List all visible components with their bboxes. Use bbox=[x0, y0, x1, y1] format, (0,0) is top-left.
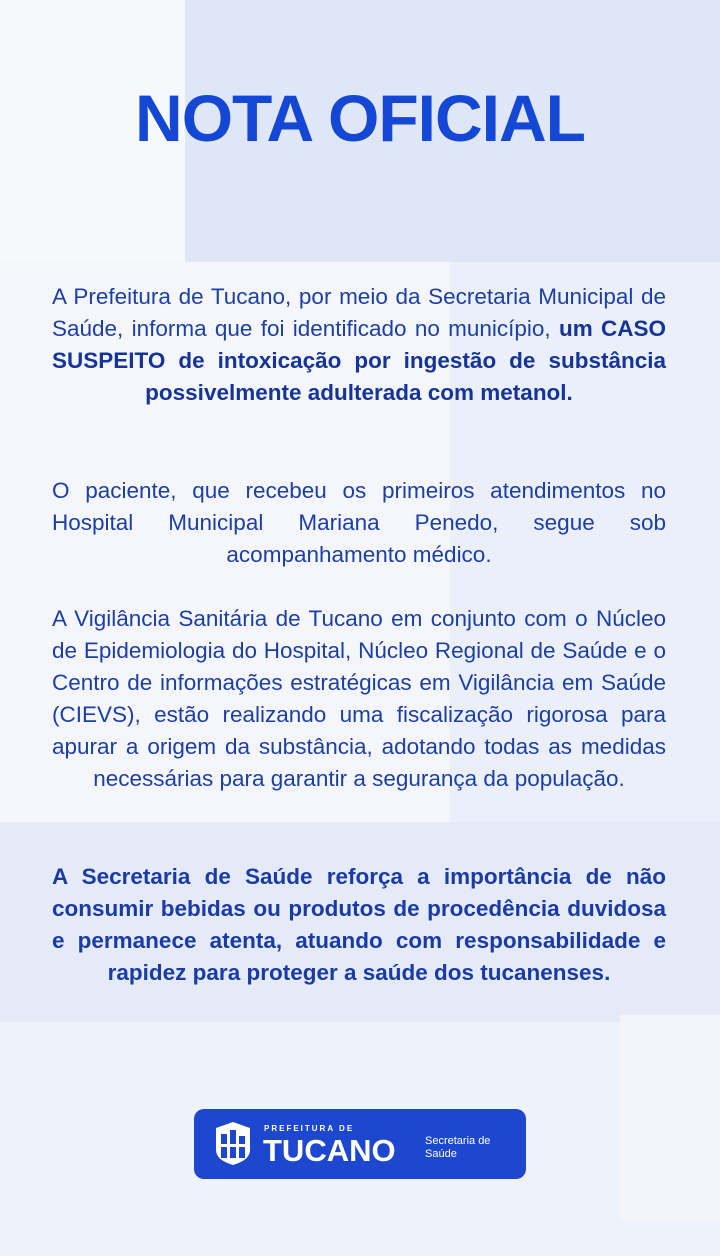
prefeitura-logo bbox=[194, 1109, 526, 1179]
announcement-emphasis: um CASO SUSPEITO de intoxicação por ingestão de substância possivelmente adulterada com metanol. bbox=[52, 316, 666, 405]
logo-subtitle: Secretaria de Saúde bbox=[425, 1135, 491, 1160]
paragraph-recommendation: A Secretaria de Saúde reforça a importância de não consumir bebidas ou produtos de procedência duvidosa e permanece atenta, atuando com responsabilidade e rapidez para proteger a saúde dos tucanenses. bbox=[52, 864, 666, 985]
announcement-intro: A Prefeitura de Tucano, por meio da Secretaria Municipal de Saúde, informa que foi identificado no município, bbox=[52, 284, 666, 341]
paragraph-investigation: A Vigilância Sanitária de Tucano em conjunto com o Núcleo de Epidemiologia do Hospital, Núcleo Regional de Saúde e o Centro de informações estratégicas em Vigilância em Saúde (CIEVS), estão realizando uma fiscalização rigorosa para apurar a origem da substância, adotando todas as medidas necessárias para garantir a segurança da população. bbox=[52, 606, 666, 791]
page-title: NOTA OFICIAL bbox=[135, 81, 585, 155]
city-emblem-icon bbox=[212, 1120, 254, 1166]
logo-top-line: PREFEITURA DE bbox=[264, 1124, 355, 1133]
paragraph-patient-status: O paciente, que recebeu os primeiros atendimentos no Hospital Municipal Mariana Penedo, segue sob acompanhamento médico. bbox=[52, 478, 666, 567]
logo-name: TUCANO bbox=[263, 1133, 396, 1168]
paragraph-announcement bbox=[52, 281, 666, 409]
